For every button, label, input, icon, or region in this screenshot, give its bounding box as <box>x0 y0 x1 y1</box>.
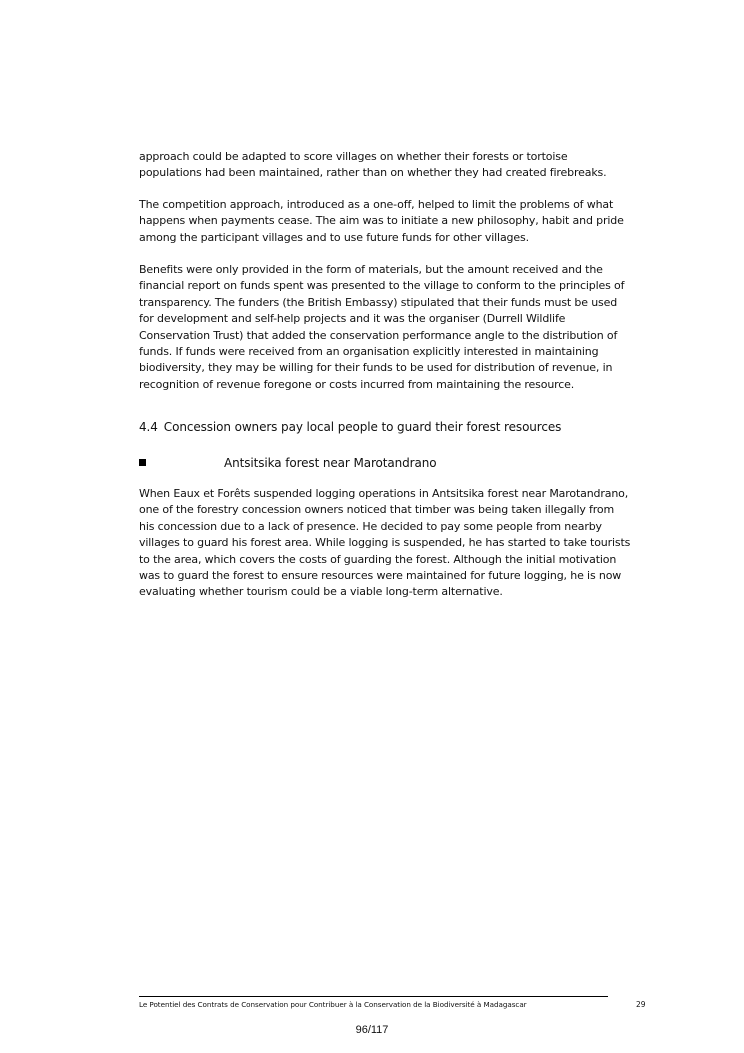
square-bullet-icon <box>139 459 146 466</box>
paragraph-antsitsika-forest: When Eaux et Forêts suspended logging operations in Antsitsika forest near Marotandrano, one of the forestry concession owners noticed that timber was being taken illegally from his concession due to a lack of presence. He decided to pay some people from nearby villages to guard his forest area. While logging is suspended, he has started to take tourists to the area, which covers the costs of guarding the forest. Although the initial motivation was to guard the forest to ensure resources were maintained for future logging, he is now evaluating whether tourism could be a viable long-term alternative. <box>139 487 631 599</box>
paragraph-tortoise-populations: approach could be adapted to score villages on whether their forests or tortoise populations had been maintained, rather than on whether they had created firebreaks. <box>139 150 607 180</box>
footer-title: Le Potentiel des Contrats de Conservation pour Contribuer à la Conservation de la Biodiversité à Madagascar <box>139 1000 527 1009</box>
paragraph-benefits-materials: Benefits were only provided in the form of materials, but the amount received and the financial report on funds spent was presented to the village to conform to the principles of transparency. The funders (the British Embassy) stipulated that their funds must be used for development and self-help projects and it was the organiser (Durrell Wildlife Conservation Trust) that added the conservation performance angle to the distribution of funds. If funds were received from an organisation explicitly interested in maintaining biodiversity, they may be willing for their funds to be used for distribution of revenue, in recognition of revenue foregone or costs incurred from maintaining the resource. <box>139 263 625 391</box>
footer-divider <box>139 996 608 997</box>
page-counter: 96/117 <box>355 1024 389 1036</box>
bullet-label: Antsitsika forest near Marotandrano <box>224 456 437 470</box>
section-title: Concession owners pay local people to guard their forest resources <box>163 420 562 434</box>
section-heading <box>139 419 561 435</box>
section-number: 4.4 <box>139 420 158 434</box>
footer-page-number: 29 <box>636 1000 646 1009</box>
paragraph-competition-approach: The competition approach, introduced as a one-off, helped to limit the problems of what happens when payments cease. The aim was to initiate a new philosophy, habit and pride among the participant villages and to use future funds for other villages. <box>139 198 624 244</box>
